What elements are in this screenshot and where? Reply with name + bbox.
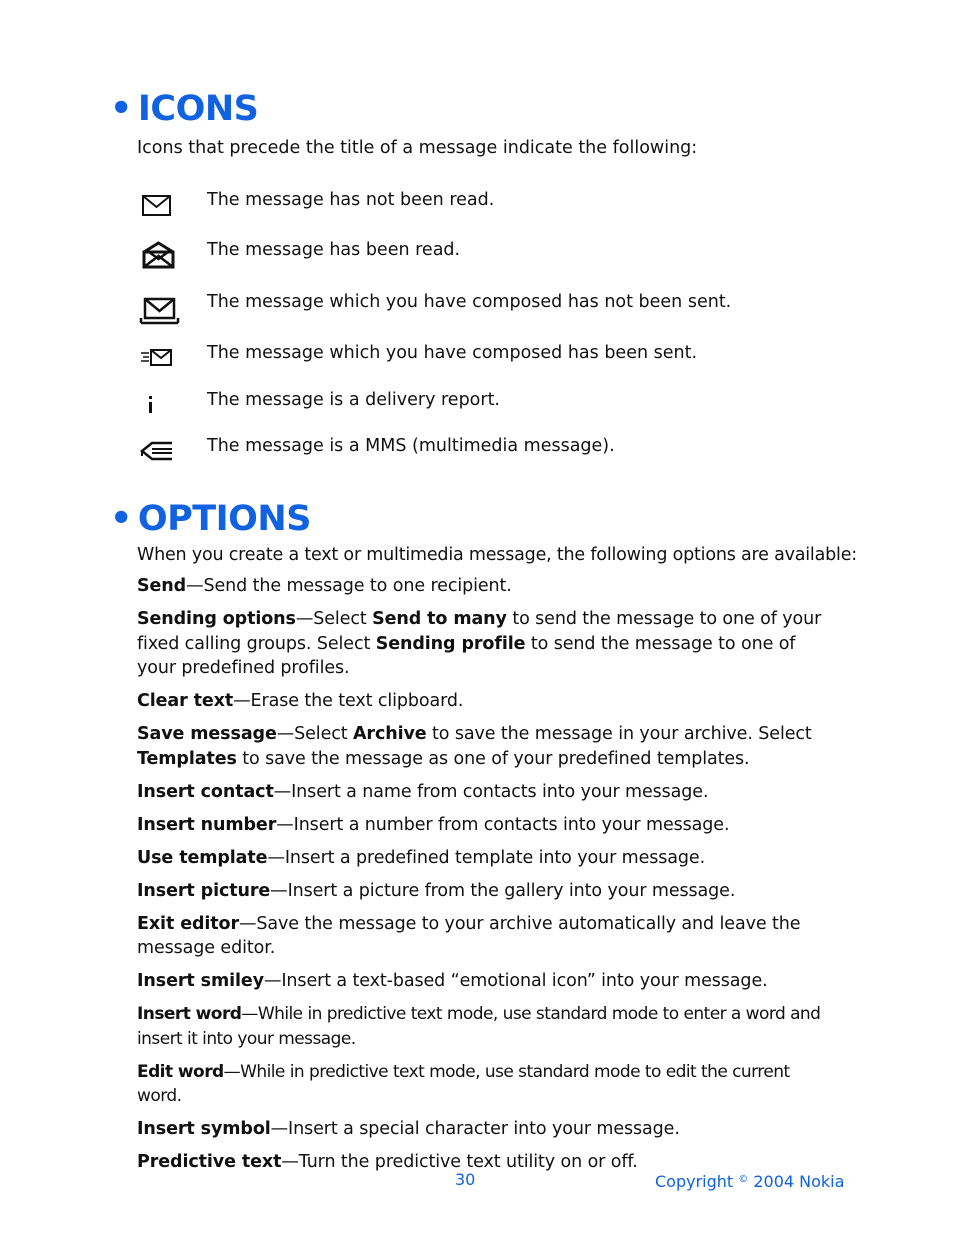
copyright-notice — [655, 1169, 844, 1193]
options-heading-text: OPTIONS — [137, 499, 311, 539]
option-term: Sending options — [137, 609, 296, 629]
copyright-prefix: Copyright — [655, 1172, 739, 1191]
icon-legend-item — [0, 290, 954, 326]
heading-bullet: • — [110, 499, 132, 539]
option-term: Use template — [137, 847, 268, 868]
icons-intro: Icons that precede the title of a message indicate the following: — [137, 138, 698, 158]
option-description: —Turn the predictive text utility on or off. — [281, 1152, 638, 1172]
option-description: —Insert a predefined template into your message. — [267, 847, 706, 868]
icon-legend-item — [0, 434, 954, 470]
option-term: Insert smiley — [137, 971, 264, 991]
option-description: to send the message to one of your fixed calling groups. Select — [137, 609, 822, 654]
icon-legend-item — [0, 188, 954, 224]
option-term: Save message — [137, 724, 277, 744]
info-icon — [138, 390, 182, 424]
option-term: Predictive text — [137, 1152, 282, 1172]
option-description: —While in predictive text mode, use standard mode to enter a word and insert it into your message. — [137, 1004, 821, 1049]
option-term: Templates — [137, 748, 237, 769]
option-description: —Insert a picture from the gallery into your message. — [270, 880, 736, 901]
option-term: Exit editor — [137, 913, 240, 934]
icon-legend-text: The message has been read. — [207, 240, 461, 260]
icon-legend-item — [0, 238, 954, 274]
option-description: to save the message as one of your predefined templates. — [236, 748, 750, 769]
icon-legend-text: The message is a MMS (multimedia message). — [207, 436, 615, 456]
option-item — [137, 879, 837, 904]
option-description: —Select — [295, 609, 373, 629]
option-description: —Insert a text-based “emotional icon” into your message. — [263, 971, 768, 991]
option-description: —While in predictive text mode, use standard mode to edit the current word. — [137, 1061, 790, 1106]
icons-heading — [110, 89, 258, 129]
option-description: —Erase the text clipboard. — [233, 691, 464, 711]
option-item — [137, 1060, 837, 1109]
heading-bullet: • — [110, 89, 132, 129]
option-item — [137, 722, 837, 771]
icons-heading-text: ICONS — [137, 89, 259, 129]
options-list — [137, 574, 837, 1183]
copyright-suffix: 2004 Nokia — [748, 1172, 845, 1191]
option-term: Edit word — [137, 1061, 224, 1082]
icon-legend-text: The message which you have composed has been sent. — [207, 343, 698, 363]
option-item — [137, 780, 837, 805]
option-description: to send the message to one of your predefined profiles. — [137, 633, 796, 678]
envelope-sent-icon — [138, 345, 182, 379]
option-description: —Send the message to one recipient. — [186, 576, 512, 596]
option-item — [137, 574, 837, 599]
option-term: Send to many — [372, 609, 507, 629]
icon-legend-text: The message is a delivery report. — [207, 390, 500, 410]
icon-legend-text: The message which you have composed has not been sent. — [207, 292, 732, 312]
envelope-unread-icon — [138, 192, 182, 226]
option-term: Clear text — [137, 691, 234, 711]
option-term: Sending profile — [375, 633, 526, 654]
option-term: Insert picture — [137, 880, 271, 901]
option-description: —Insert a name from contacts into your message. — [273, 781, 709, 802]
option-description: —Save the message to your archive automatically and leave the message editor. — [137, 913, 801, 958]
option-item — [137, 912, 837, 961]
option-description: —Select — [276, 724, 353, 744]
option-description: to save the message in your archive. Select — [426, 724, 812, 744]
options-intro: When you create a text or multimedia message, the following options are available: — [137, 545, 857, 565]
option-item — [137, 689, 837, 714]
icon-legend-item — [0, 341, 954, 377]
option-item — [137, 813, 837, 838]
option-term: Insert symbol — [137, 1119, 271, 1139]
envelope-read-icon — [138, 240, 182, 274]
icon-legend-item — [0, 388, 954, 424]
option-term: Insert number — [137, 814, 277, 835]
option-item — [137, 846, 837, 871]
option-item — [137, 607, 837, 681]
envelope-unsent-icon — [138, 296, 182, 330]
option-item — [137, 969, 837, 994]
option-item — [137, 1117, 837, 1142]
copyright-symbol: © — [738, 1174, 749, 1185]
option-term: Insert contact — [137, 781, 274, 802]
page-number: 30 — [455, 1170, 476, 1189]
option-term: Send — [137, 576, 187, 596]
option-term: Archive — [352, 724, 427, 744]
option-description: —Insert a special character into your message. — [270, 1119, 680, 1139]
mms-icon — [138, 438, 182, 472]
option-description: —Insert a number from contacts into your message. — [276, 814, 730, 835]
icon-legend-text: The message has not been read. — [207, 190, 495, 210]
options-heading — [110, 499, 311, 539]
option-item — [137, 1002, 837, 1051]
option-term: Insert word — [137, 1004, 242, 1024]
